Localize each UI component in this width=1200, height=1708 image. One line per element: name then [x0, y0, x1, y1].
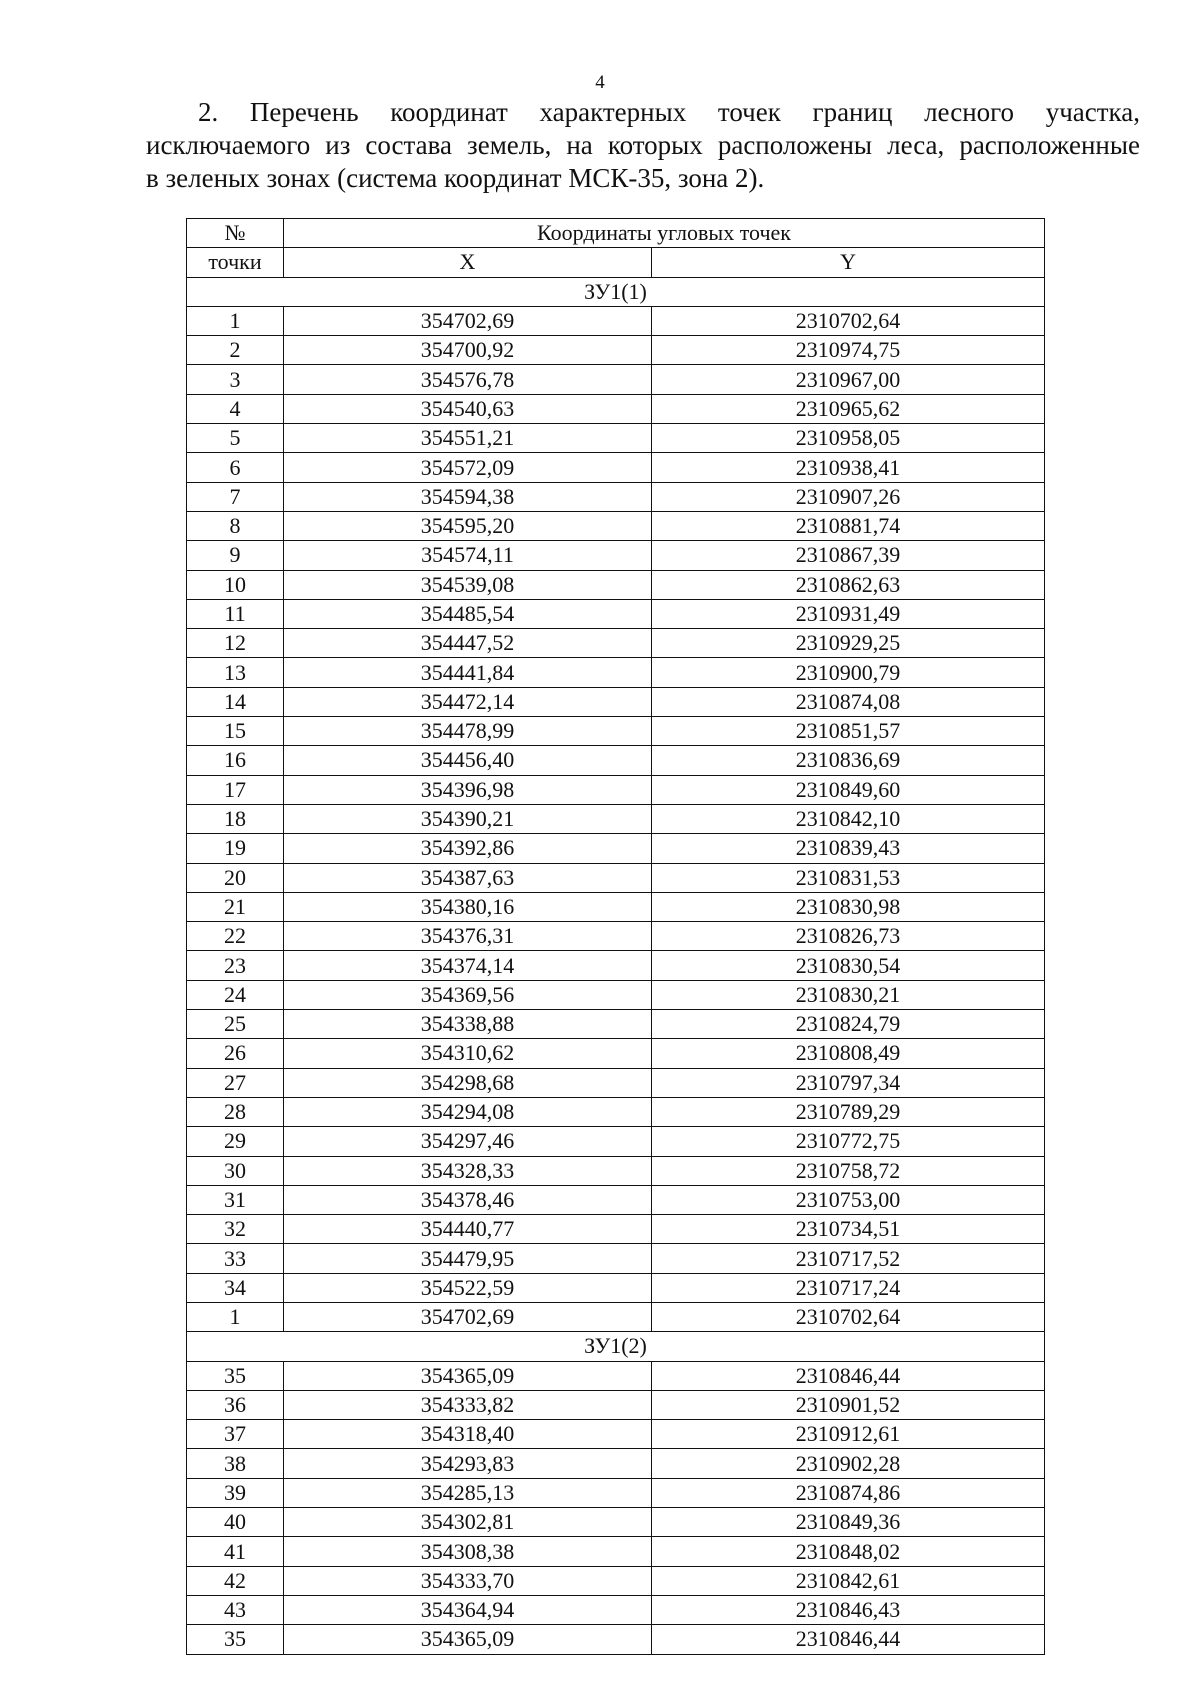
- x-coordinate-cell: 354485,54: [284, 599, 652, 628]
- table-row: [187, 570, 1045, 599]
- x-coordinate-cell: 354364,94: [284, 1595, 652, 1624]
- y-coordinate-cell: 2310839,43: [652, 834, 1045, 863]
- x-coordinate-cell: 354595,20: [284, 511, 652, 540]
- point-number-cell: 34: [187, 1273, 284, 1302]
- intro-line: в зеленых зонах (система координат МСК-35, зона 2).: [146, 163, 765, 193]
- table-row: [187, 834, 1045, 863]
- intro-line: исключаемого из состава земель, на которых расположены леса, расположенные: [146, 130, 1140, 160]
- x-coordinate-cell: 354328,33: [284, 1156, 652, 1185]
- point-number-cell: 14: [187, 687, 284, 716]
- table-row: [187, 541, 1045, 570]
- y-coordinate-cell: 2310842,10: [652, 804, 1045, 833]
- table-row: [187, 1097, 1045, 1126]
- x-coordinate-cell: 354378,46: [284, 1185, 652, 1214]
- point-number-cell: 15: [187, 717, 284, 746]
- section-row: [187, 1332, 1045, 1361]
- x-coordinate-cell: 354298,68: [284, 1068, 652, 1097]
- y-coordinate-cell: 2310717,52: [652, 1244, 1045, 1273]
- table-row: [187, 1010, 1045, 1039]
- point-number-cell: 32: [187, 1215, 284, 1244]
- x-coordinate-cell: 354318,40: [284, 1420, 652, 1449]
- table-row: [187, 1420, 1045, 1449]
- x-coordinate-cell: 354376,31: [284, 922, 652, 951]
- table-row: [187, 336, 1045, 365]
- x-coordinate-cell: 354572,09: [284, 453, 652, 482]
- y-coordinate-cell: 2310958,05: [652, 424, 1045, 453]
- y-coordinate-cell: 2310826,73: [652, 922, 1045, 951]
- y-coordinate-cell: 2310831,53: [652, 863, 1045, 892]
- table-row: [187, 453, 1045, 482]
- table-row: [187, 1625, 1045, 1654]
- point-label-header: точки: [187, 248, 284, 277]
- table-row: [187, 1273, 1045, 1302]
- y-coordinate-cell: 2310734,51: [652, 1215, 1045, 1244]
- x-coordinate-cell: 354308,38: [284, 1537, 652, 1566]
- x-coordinate-cell: 354387,63: [284, 863, 652, 892]
- point-number-cell: 30: [187, 1156, 284, 1185]
- x-coordinate-cell: 354369,56: [284, 980, 652, 1009]
- table-row: [187, 1508, 1045, 1537]
- x-coordinate-cell: 354576,78: [284, 365, 652, 394]
- point-number-cell: 10: [187, 570, 284, 599]
- table-row: [187, 1068, 1045, 1097]
- y-column-header: Y: [652, 248, 1045, 277]
- point-number-cell: 35: [187, 1625, 284, 1654]
- x-coordinate-cell: 354338,88: [284, 1010, 652, 1039]
- x-coordinate-cell: 354297,46: [284, 1127, 652, 1156]
- y-coordinate-cell: 2310929,25: [652, 629, 1045, 658]
- point-number-cell: 43: [187, 1595, 284, 1624]
- y-coordinate-cell: 2310824,79: [652, 1010, 1045, 1039]
- table-body: [187, 277, 1045, 1654]
- table-row: [187, 980, 1045, 1009]
- y-coordinate-cell: 2310849,36: [652, 1508, 1045, 1537]
- y-coordinate-cell: 2310902,28: [652, 1449, 1045, 1478]
- x-coordinate-cell: 354441,84: [284, 658, 652, 687]
- y-coordinate-cell: 2310808,49: [652, 1039, 1045, 1068]
- x-coordinate-cell: 354574,11: [284, 541, 652, 570]
- x-column-header: X: [284, 248, 652, 277]
- point-number-cell: 20: [187, 863, 284, 892]
- point-number-cell: 25: [187, 1010, 284, 1039]
- point-number-cell: 19: [187, 834, 284, 863]
- table-row: [187, 1215, 1045, 1244]
- point-number-cell: 6: [187, 453, 284, 482]
- table-row: [187, 1449, 1045, 1478]
- x-coordinate-cell: 354374,14: [284, 951, 652, 980]
- y-coordinate-cell: 2310851,57: [652, 717, 1045, 746]
- x-coordinate-cell: 354700,92: [284, 336, 652, 365]
- table-row: [187, 804, 1045, 833]
- point-number-cell: 21: [187, 892, 284, 921]
- table-row: [187, 394, 1045, 423]
- y-coordinate-cell: 2310846,43: [652, 1595, 1045, 1624]
- x-coordinate-cell: 354392,86: [284, 834, 652, 863]
- point-number-cell: 28: [187, 1097, 284, 1126]
- point-number-cell: 1: [187, 1302, 284, 1331]
- point-number-cell: 7: [187, 482, 284, 511]
- y-coordinate-cell: 2310931,49: [652, 599, 1045, 628]
- y-coordinate-cell: 2310974,75: [652, 336, 1045, 365]
- table-row: [187, 511, 1045, 540]
- point-number-cell: 24: [187, 980, 284, 1009]
- y-coordinate-cell: 2310717,24: [652, 1273, 1045, 1302]
- table-row: [187, 922, 1045, 951]
- x-coordinate-cell: 354447,52: [284, 629, 652, 658]
- point-number-cell: 26: [187, 1039, 284, 1068]
- y-coordinate-cell: 2310967,00: [652, 365, 1045, 394]
- y-coordinate-cell: 2310846,44: [652, 1361, 1045, 1390]
- table-row: [187, 1361, 1045, 1390]
- y-coordinate-cell: 2310881,74: [652, 511, 1045, 540]
- point-number-cell: 3: [187, 365, 284, 394]
- point-number-cell: 29: [187, 1127, 284, 1156]
- table-row: [187, 1566, 1045, 1595]
- table-row: [187, 1302, 1045, 1331]
- x-coordinate-cell: 354380,16: [284, 892, 652, 921]
- point-number-cell: 13: [187, 658, 284, 687]
- point-number-cell: 33: [187, 1244, 284, 1273]
- point-number-cell: 17: [187, 775, 284, 804]
- point-number-cell: 38: [187, 1449, 284, 1478]
- x-coordinate-cell: 354293,83: [284, 1449, 652, 1478]
- y-coordinate-cell: 2310849,60: [652, 775, 1045, 804]
- y-coordinate-cell: 2310965,62: [652, 394, 1045, 423]
- table-row: [187, 1390, 1045, 1419]
- y-coordinate-cell: 2310874,08: [652, 687, 1045, 716]
- point-number-cell: 4: [187, 394, 284, 423]
- x-coordinate-cell: 354472,14: [284, 687, 652, 716]
- y-coordinate-cell: 2310862,63: [652, 570, 1045, 599]
- table-row: [187, 863, 1045, 892]
- point-number-cell: 2: [187, 336, 284, 365]
- x-coordinate-cell: 354396,98: [284, 775, 652, 804]
- table-row: [187, 306, 1045, 335]
- point-number-cell: 36: [187, 1390, 284, 1419]
- table-row: [187, 717, 1045, 746]
- table-row: [187, 365, 1045, 394]
- point-number-cell: 39: [187, 1478, 284, 1507]
- table-row: [187, 1039, 1045, 1068]
- y-coordinate-cell: 2310900,79: [652, 658, 1045, 687]
- intro-line: 2. Перечень координат характерных точек границ лесного участка,: [198, 97, 1140, 127]
- point-number-cell: 37: [187, 1420, 284, 1449]
- y-coordinate-cell: 2310938,41: [652, 453, 1045, 482]
- y-coordinate-cell: 2310836,69: [652, 746, 1045, 775]
- intro-paragraph: [146, 96, 1140, 195]
- point-number-cell: 9: [187, 541, 284, 570]
- x-coordinate-cell: 354294,08: [284, 1097, 652, 1126]
- y-coordinate-cell: 2310842,61: [652, 1566, 1045, 1595]
- x-coordinate-cell: 354302,81: [284, 1508, 652, 1537]
- x-coordinate-cell: 354539,08: [284, 570, 652, 599]
- y-coordinate-cell: 2310702,64: [652, 306, 1045, 335]
- y-coordinate-cell: 2310789,29: [652, 1097, 1045, 1126]
- table-row: [187, 951, 1045, 980]
- x-coordinate-cell: 354365,09: [284, 1361, 652, 1390]
- x-coordinate-cell: 354551,21: [284, 424, 652, 453]
- x-coordinate-cell: 354310,62: [284, 1039, 652, 1068]
- table-row: [187, 775, 1045, 804]
- x-coordinate-cell: 354702,69: [284, 306, 652, 335]
- table-header: [187, 219, 1045, 278]
- x-coordinate-cell: 354522,59: [284, 1273, 652, 1302]
- point-number-cell: 23: [187, 951, 284, 980]
- table-row: [187, 687, 1045, 716]
- point-number-cell: 41: [187, 1537, 284, 1566]
- x-coordinate-cell: 354702,69: [284, 1302, 652, 1331]
- point-number-cell: 16: [187, 746, 284, 775]
- y-coordinate-cell: 2310874,86: [652, 1478, 1045, 1507]
- y-coordinate-cell: 2310772,75: [652, 1127, 1045, 1156]
- point-number-cell: 42: [187, 1566, 284, 1595]
- y-coordinate-cell: 2310758,72: [652, 1156, 1045, 1185]
- y-coordinate-cell: 2310797,34: [652, 1068, 1045, 1097]
- y-coordinate-cell: 2310753,00: [652, 1185, 1045, 1214]
- point-number-cell: 31: [187, 1185, 284, 1214]
- table-row: [187, 1537, 1045, 1566]
- y-coordinate-cell: 2310848,02: [652, 1537, 1045, 1566]
- table-row: [187, 658, 1045, 687]
- table-row: [187, 599, 1045, 628]
- y-coordinate-cell: 2310901,52: [652, 1390, 1045, 1419]
- y-coordinate-cell: 2310846,44: [652, 1625, 1045, 1654]
- y-coordinate-cell: 2310830,21: [652, 980, 1045, 1009]
- x-coordinate-cell: 354285,13: [284, 1478, 652, 1507]
- x-coordinate-cell: 354456,40: [284, 746, 652, 775]
- y-coordinate-cell: 2310912,61: [652, 1420, 1045, 1449]
- table-row: [187, 746, 1045, 775]
- point-number-cell: 1: [187, 306, 284, 335]
- x-coordinate-cell: 354365,09: [284, 1625, 652, 1654]
- point-number-cell: 11: [187, 599, 284, 628]
- x-coordinate-cell: 354333,70: [284, 1566, 652, 1595]
- x-coordinate-cell: 354540,63: [284, 394, 652, 423]
- y-coordinate-cell: 2310702,64: [652, 1302, 1045, 1331]
- x-coordinate-cell: 354333,82: [284, 1390, 652, 1419]
- y-coordinate-cell: 2310830,54: [652, 951, 1045, 980]
- table-row: [187, 1244, 1045, 1273]
- y-coordinate-cell: 2310907,26: [652, 482, 1045, 511]
- page-number: 4: [595, 72, 605, 93]
- table-row: [187, 1127, 1045, 1156]
- x-coordinate-cell: 354594,38: [284, 482, 652, 511]
- table-row: [187, 482, 1045, 511]
- x-coordinate-cell: 354478,99: [284, 717, 652, 746]
- point-number-cell: 35: [187, 1361, 284, 1390]
- section-title: ЗУ1(2): [187, 1332, 1045, 1361]
- x-coordinate-cell: 354440,77: [284, 1215, 652, 1244]
- point-number-cell: 18: [187, 804, 284, 833]
- point-number-cell: 22: [187, 922, 284, 951]
- table-row: [187, 892, 1045, 921]
- table-row: [187, 1595, 1045, 1624]
- point-number-cell: 40: [187, 1508, 284, 1537]
- y-coordinate-cell: 2310830,98: [652, 892, 1045, 921]
- y-coordinate-cell: 2310867,39: [652, 541, 1045, 570]
- table-row: [187, 1478, 1045, 1507]
- point-number-header: №: [187, 219, 284, 248]
- table-row: [187, 1185, 1045, 1214]
- point-number-cell: 8: [187, 511, 284, 540]
- coordinates-header: Координаты угловых точек: [284, 219, 1045, 248]
- table-row: [187, 1156, 1045, 1185]
- section-row: [187, 277, 1045, 306]
- point-number-cell: 5: [187, 424, 284, 453]
- table-row: [187, 424, 1045, 453]
- x-coordinate-cell: 354479,95: [284, 1244, 652, 1273]
- point-number-cell: 27: [187, 1068, 284, 1097]
- x-coordinate-cell: 354390,21: [284, 804, 652, 833]
- table-row: [187, 629, 1045, 658]
- coordinates-table: [186, 218, 1045, 1655]
- point-number-cell: 12: [187, 629, 284, 658]
- section-title: ЗУ1(1): [187, 277, 1045, 306]
